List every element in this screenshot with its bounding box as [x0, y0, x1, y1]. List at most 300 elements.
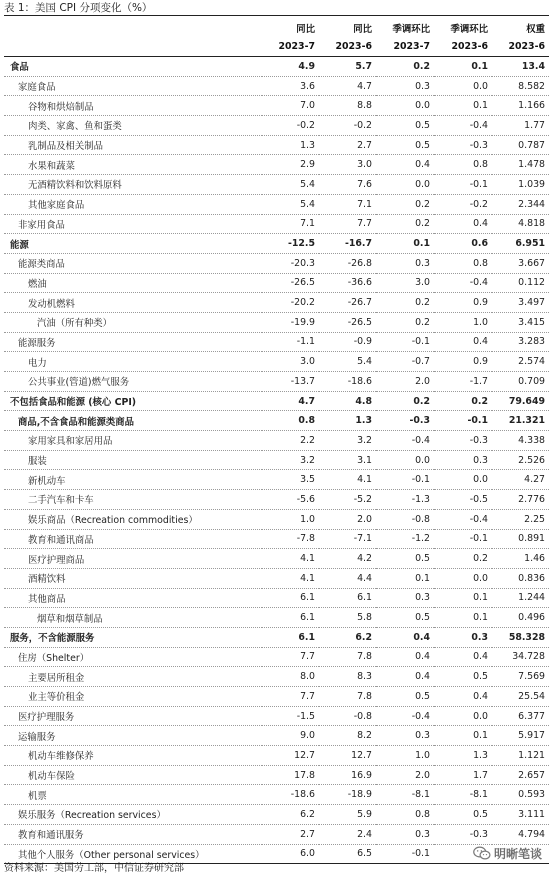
value-cell: -1.1: [262, 332, 319, 352]
header-cell: 同比: [296, 23, 315, 35]
value-cell: -0.8: [319, 706, 376, 726]
table-row: [4, 490, 549, 510]
value-cell: -0.7: [376, 352, 434, 372]
row-label: 不包括食品和能源 (核心 CPI): [4, 391, 262, 411]
row-label: 水果和蔬菜: [4, 155, 262, 175]
table-row: [4, 155, 549, 175]
value-cell: 2.0: [376, 765, 434, 785]
value-cell: -1.2: [376, 529, 434, 549]
value-cell: 25.54: [492, 687, 549, 707]
value-cell: 7.1: [319, 194, 376, 214]
value-cell: 0.2: [376, 194, 434, 214]
value-cell: 0.1: [434, 608, 492, 628]
value-cell: 2.574: [492, 352, 549, 372]
value-cell: 0.5: [376, 608, 434, 628]
table-row: [4, 588, 549, 608]
value-cell: 0.0: [434, 76, 492, 96]
value-cell: 3.0: [262, 352, 319, 372]
value-cell: 6.5: [319, 844, 376, 864]
value-cell: 0.4: [434, 647, 492, 667]
value-cell: 7.6: [319, 175, 376, 195]
row-label: 服装: [4, 450, 262, 470]
row-label: 其他个人服务（Other personal services）: [4, 844, 262, 864]
header-cell: 2023-7: [262, 37, 319, 57]
value-cell: 4.2: [319, 549, 376, 569]
header-cell: 权重: [526, 23, 545, 35]
value-cell: 2.776: [492, 490, 549, 510]
row-label: 娱乐服务（Recreation services）: [4, 805, 262, 825]
table-row: [4, 293, 549, 313]
value-cell: 6.1: [319, 588, 376, 608]
value-cell: 0.1: [434, 96, 492, 116]
value-cell: -0.2: [319, 116, 376, 136]
value-cell: 21.321: [492, 411, 549, 431]
value-cell: -0.4: [434, 273, 492, 293]
value-cell: 0.1: [376, 234, 434, 254]
value-cell: 0.4: [376, 627, 434, 647]
value-cell: -1.7: [434, 372, 492, 392]
value-cell: 5.8: [319, 608, 376, 628]
value-cell: 0.2: [434, 391, 492, 411]
value-cell: 2.7: [262, 824, 319, 844]
row-label: 商品,不含食品和能源类商品: [4, 411, 262, 431]
value-cell: 0.1: [434, 726, 492, 746]
header-cell: [4, 16, 262, 38]
value-cell: 34.728: [492, 647, 549, 667]
row-label: 医疗护理服务: [4, 706, 262, 726]
table-row: [4, 726, 549, 746]
value-cell: -26.5: [262, 273, 319, 293]
value-cell: 4.1: [262, 549, 319, 569]
value-cell: 0.8: [262, 411, 319, 431]
value-cell: 4.1: [262, 568, 319, 588]
value-cell: 2.2: [262, 431, 319, 451]
table-row: [4, 509, 549, 529]
table-row: [4, 706, 549, 726]
value-cell: -0.1: [376, 332, 434, 352]
value-cell: 6.0: [262, 844, 319, 864]
value-cell: 0.709: [492, 372, 549, 392]
value-cell: -16.7: [319, 234, 376, 254]
value-cell: -26.8: [319, 253, 376, 273]
value-cell: -26.5: [319, 312, 376, 332]
value-cell: 8.0: [262, 667, 319, 687]
row-label: 肉类、家禽、鱼和蛋类: [4, 116, 262, 136]
table-row: [4, 746, 549, 766]
value-cell: 0.8: [434, 253, 492, 273]
value-cell: 79.649: [492, 391, 549, 411]
value-cell: -19.9: [262, 312, 319, 332]
row-label: 其他家庭食品: [4, 194, 262, 214]
table-row: [4, 470, 549, 490]
value-cell: -20.2: [262, 293, 319, 313]
value-cell: 5.4: [319, 352, 376, 372]
value-cell: 1.0: [434, 312, 492, 332]
value-cell: 0.3: [434, 627, 492, 647]
value-cell: 3.5: [262, 470, 319, 490]
value-cell: -8.1: [376, 785, 434, 805]
value-cell: 0.4: [434, 332, 492, 352]
value-cell: 8.2: [319, 726, 376, 746]
value-cell: 3.6: [262, 76, 319, 96]
value-cell: 9.0: [262, 726, 319, 746]
table-row: [4, 785, 549, 805]
value-cell: 5.7: [319, 57, 376, 77]
table-row: [4, 411, 549, 431]
row-label: 烟草和烟草制品: [4, 608, 262, 628]
value-cell: 3.0: [319, 155, 376, 175]
value-cell: 3.2: [319, 431, 376, 451]
value-cell: -36.6: [319, 273, 376, 293]
value-cell: 3.2: [262, 450, 319, 470]
value-cell: 3.415: [492, 312, 549, 332]
row-label: 无酒精饮料和饮料原料: [4, 175, 262, 195]
value-cell: -13.7: [262, 372, 319, 392]
value-cell: 4.8: [319, 391, 376, 411]
value-cell: 0.3: [376, 76, 434, 96]
row-label: 发动机燃料: [4, 293, 262, 313]
value-cell: 6.377: [492, 706, 549, 726]
table-row: [4, 332, 549, 352]
value-cell: -0.2: [262, 116, 319, 136]
value-cell: 0.3: [376, 726, 434, 746]
header-cell: [4, 37, 262, 57]
value-cell: 7.8: [319, 647, 376, 667]
value-cell: -18.9: [319, 785, 376, 805]
row-label: 乳制品及相关制品: [4, 135, 262, 155]
row-label: 非家用食品: [4, 214, 262, 234]
value-cell: 3.111: [492, 805, 549, 825]
value-cell: -0.3: [376, 411, 434, 431]
value-cell: -12.5: [262, 234, 319, 254]
table-row: [4, 57, 549, 77]
value-cell: 4.27: [492, 470, 549, 490]
value-cell: 2.0: [319, 509, 376, 529]
value-cell: 2.9: [262, 155, 319, 175]
value-cell: 3.283: [492, 332, 549, 352]
value-cell: 4.794: [492, 824, 549, 844]
value-cell: 0.3: [376, 253, 434, 273]
value-cell: -0.4: [434, 116, 492, 136]
table-title: 表 1：美国 CPI 分项变化（%）: [4, 2, 153, 14]
value-cell: 6.1: [262, 608, 319, 628]
value-cell: -0.9: [319, 332, 376, 352]
row-label: 新机动车: [4, 470, 262, 490]
row-label: 娱乐商品（Recreation commodities）: [4, 509, 262, 529]
header-cell: 季调环比: [450, 23, 488, 35]
header-cell: 2023-7: [376, 37, 434, 57]
table-row: [4, 765, 549, 785]
row-label: 运输服务: [4, 726, 262, 746]
value-cell: 0.5: [376, 549, 434, 569]
table-row: [4, 175, 549, 195]
value-cell: 4.7: [262, 391, 319, 411]
table-row: [4, 391, 549, 411]
table-row: [4, 667, 549, 687]
value-cell: -0.1: [434, 175, 492, 195]
row-label: 酒精饮料: [4, 568, 262, 588]
header-row-period: [4, 37, 549, 57]
value-cell: 4.9: [262, 57, 319, 77]
row-label: 能源服务: [4, 332, 262, 352]
value-cell: 0.5: [376, 687, 434, 707]
value-cell: 7.7: [262, 687, 319, 707]
value-cell: 0.0: [376, 96, 434, 116]
value-cell: 0.9: [434, 352, 492, 372]
value-cell: 0.836: [492, 568, 549, 588]
value-cell: 2.526: [492, 450, 549, 470]
row-label: 家庭食品: [4, 76, 262, 96]
row-label: 其他商品: [4, 588, 262, 608]
value-cell: 3.667: [492, 253, 549, 273]
value-cell: 0.112: [492, 273, 549, 293]
value-cell: 8.8: [319, 96, 376, 116]
value-cell: 1.77: [492, 116, 549, 136]
table-row: [4, 805, 549, 825]
value-cell: 1.0: [262, 509, 319, 529]
value-cell: 16.9: [319, 765, 376, 785]
row-label: 二手汽车和卡车: [4, 490, 262, 510]
value-cell: 6.2: [319, 627, 376, 647]
row-label: 机动车保险: [4, 765, 262, 785]
row-label: 医疗护理商品: [4, 549, 262, 569]
value-cell: 0.4: [434, 214, 492, 234]
value-cell: -0.1: [376, 844, 434, 864]
table-row: [4, 116, 549, 136]
value-cell: -7.1: [319, 529, 376, 549]
table-row: [4, 549, 549, 569]
value-cell: -0.5: [434, 490, 492, 510]
table-body: [4, 57, 549, 864]
value-cell: 0.2: [376, 57, 434, 77]
value-cell: 0.6: [434, 234, 492, 254]
value-cell: -0.1: [434, 411, 492, 431]
value-cell: 1.244: [492, 588, 549, 608]
value-cell: -0.3: [434, 135, 492, 155]
value-cell: -0.8: [376, 509, 434, 529]
value-cell: 1.3: [262, 135, 319, 155]
value-cell: 12.7: [262, 746, 319, 766]
table-row: [4, 687, 549, 707]
value-cell: 7.569: [492, 667, 549, 687]
header-cell: 季调环比: [392, 23, 430, 35]
row-label: 教育和通讯服务: [4, 824, 262, 844]
value-cell: 2.0: [376, 372, 434, 392]
source-note: 资料来源：美国劳工部，中信证券研究部: [4, 863, 184, 874]
value-cell: -0.1: [434, 529, 492, 549]
value-cell: 0.1: [434, 57, 492, 77]
table-row: [4, 352, 549, 372]
value-cell: 7.8: [319, 687, 376, 707]
table-row: [4, 608, 549, 628]
value-cell: -1.3: [376, 490, 434, 510]
value-cell: 0.5: [376, 116, 434, 136]
table-row: [4, 194, 549, 214]
value-cell: 1.3: [434, 746, 492, 766]
table-row: [4, 627, 549, 647]
value-cell: -0.4: [376, 431, 434, 451]
value-cell: 0.3: [376, 588, 434, 608]
value-cell: 58.328: [492, 627, 549, 647]
value-cell: -0.2: [434, 194, 492, 214]
value-cell: -0.3: [434, 824, 492, 844]
value-cell: 0.5: [434, 805, 492, 825]
row-label: 家用家具和家居用品: [4, 431, 262, 451]
value-cell: 1.46: [492, 549, 549, 569]
value-cell: 2.344: [492, 194, 549, 214]
value-cell: -5.2: [319, 490, 376, 510]
value-cell: -0.1: [376, 470, 434, 490]
table-row: [4, 450, 549, 470]
table-row: [4, 431, 549, 451]
value-cell: 0.2: [434, 549, 492, 569]
value-cell: -18.6: [319, 372, 376, 392]
value-cell: -0.3: [434, 431, 492, 451]
value-cell: -7.8: [262, 529, 319, 549]
value-cell: 5.4: [262, 194, 319, 214]
value-cell: 0.787: [492, 135, 549, 155]
value-cell: 7.1: [262, 214, 319, 234]
table-row: [4, 372, 549, 392]
value-cell: -26.7: [319, 293, 376, 313]
table-row: [4, 253, 549, 273]
value-cell: 1.0: [376, 746, 434, 766]
header-row-metric: [4, 16, 549, 38]
value-cell: 1.3: [319, 411, 376, 431]
value-cell: 2.25: [492, 509, 549, 529]
value-cell: 0.1: [376, 568, 434, 588]
table-row: [4, 214, 549, 234]
table-row: [4, 568, 549, 588]
row-label: 谷物和烘焙制品: [4, 96, 262, 116]
value-cell: 2.657: [492, 765, 549, 785]
value-cell: 5.917: [492, 726, 549, 746]
value-cell: -1.5: [262, 706, 319, 726]
value-cell: 6.951: [492, 234, 549, 254]
value-cell: 1.121: [492, 746, 549, 766]
value-cell: 3.0: [376, 273, 434, 293]
value-cell: 4.1: [319, 470, 376, 490]
value-cell: 0.0: [434, 706, 492, 726]
table-row: [4, 96, 549, 116]
value-cell: 0.2: [376, 312, 434, 332]
value-cell: -0.4: [434, 509, 492, 529]
value-cell: 17.8: [262, 765, 319, 785]
value-cell: 0.4: [434, 687, 492, 707]
row-label: 食品: [4, 57, 262, 77]
table-row: [4, 273, 549, 293]
row-label: 能源类商品: [4, 253, 262, 273]
value-cell: 3.1: [319, 450, 376, 470]
value-cell: 0.1: [434, 588, 492, 608]
value-cell: 0.0: [376, 175, 434, 195]
value-cell: 0.3: [376, 824, 434, 844]
table-row: [4, 312, 549, 332]
table-row: [4, 234, 549, 254]
table-row: [4, 135, 549, 155]
header-cell: 2023-6: [434, 37, 492, 57]
value-cell: -5.6: [262, 490, 319, 510]
row-label: 主要居所租金: [4, 667, 262, 687]
table-row: [4, 824, 549, 844]
value-cell: 1.7: [434, 765, 492, 785]
value-cell: 0.5: [434, 667, 492, 687]
value-cell: -8.1: [434, 785, 492, 805]
value-cell: 0.891: [492, 529, 549, 549]
value-cell: 13.4: [492, 57, 549, 77]
value-cell: -18.6: [262, 785, 319, 805]
watermark-text: 明晰笔谈: [493, 847, 542, 861]
value-cell: 3.497: [492, 293, 549, 313]
value-cell: 5.9: [319, 805, 376, 825]
value-cell: 0.9: [434, 293, 492, 313]
value-cell: 0.3: [434, 450, 492, 470]
value-cell: 5.4: [262, 175, 319, 195]
header-cell: 同比: [353, 23, 372, 35]
cpi-table: [4, 15, 549, 864]
row-label: 服务，不含能源服务: [4, 627, 262, 647]
value-cell: 0.4: [376, 647, 434, 667]
value-cell: 4.7: [319, 76, 376, 96]
table-row: [4, 844, 549, 864]
value-cell: 1.166: [492, 96, 549, 116]
table-row: [4, 647, 549, 667]
row-label: 教育和通讯商品: [4, 529, 262, 549]
row-label: 机动车维修保养: [4, 746, 262, 766]
value-cell: 0.2: [376, 214, 434, 234]
value-cell: 8.582: [492, 76, 549, 96]
value-cell: 4.338: [492, 431, 549, 451]
value-cell: 2.4: [319, 824, 376, 844]
row-label: 汽油（所有种类）: [4, 312, 262, 332]
table-row: [4, 529, 549, 549]
header-cell: 2023-6: [492, 37, 549, 57]
row-label: 公共事业(管道)燃气服务: [4, 372, 262, 392]
row-label: 住房（Shelter）: [4, 647, 262, 667]
value-cell: 1.039: [492, 175, 549, 195]
value-cell: 0.8: [376, 805, 434, 825]
value-cell: 12.7: [319, 746, 376, 766]
watermark: [473, 845, 542, 862]
value-cell: 0.5: [376, 135, 434, 155]
value-cell: 0.593: [492, 785, 549, 805]
value-cell: 6.1: [262, 627, 319, 647]
value-cell: 6.2: [262, 805, 319, 825]
value-cell: 8.3: [319, 667, 376, 687]
value-cell: 6.1: [262, 588, 319, 608]
value-cell: 0.0: [434, 470, 492, 490]
wechat-icon: [473, 846, 491, 861]
value-cell: 1.478: [492, 155, 549, 175]
value-cell: 0.2: [376, 391, 434, 411]
value-cell: 7.0: [262, 96, 319, 116]
value-cell: 0.0: [434, 568, 492, 588]
row-label: 燃油: [4, 273, 262, 293]
value-cell: 0.2: [376, 293, 434, 313]
value-cell: 0.496: [492, 608, 549, 628]
header-cell: 2023-6: [319, 37, 376, 57]
value-cell: 0.4: [376, 667, 434, 687]
value-cell: 2.7: [319, 135, 376, 155]
row-label: 能源: [4, 234, 262, 254]
value-cell: 0.0: [376, 450, 434, 470]
row-label: 机票: [4, 785, 262, 805]
table-row: [4, 76, 549, 96]
value-cell: 4.818: [492, 214, 549, 234]
row-label: 业主等价租金: [4, 687, 262, 707]
value-cell: 0.4: [376, 155, 434, 175]
value-cell: 7.7: [319, 214, 376, 234]
